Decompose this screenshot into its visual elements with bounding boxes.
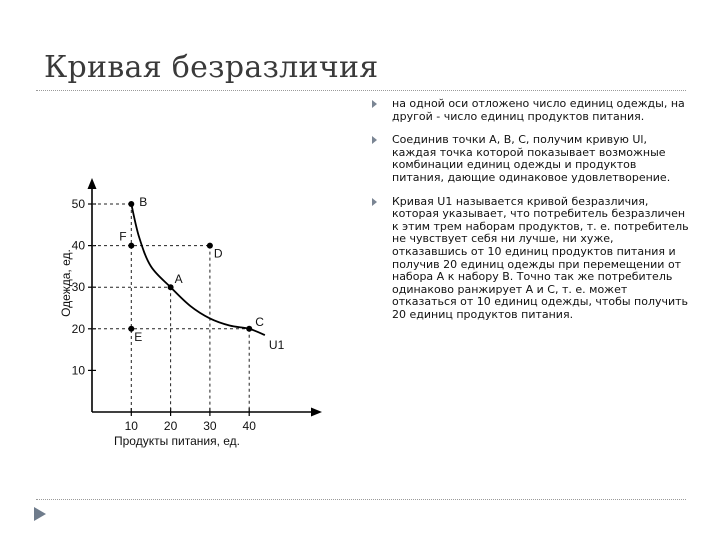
y-tick-label: 10 <box>71 363 85 378</box>
x-axis-title: Продукты питания, ед. <box>113 434 241 448</box>
y-tick-label: 40 <box>71 238 85 253</box>
data-point-c <box>246 326 252 332</box>
indifference-curve-chart <box>0 0 360 470</box>
point-label-d: D <box>213 246 223 261</box>
bullet-arrow-icon <box>372 136 377 144</box>
bullet-arrow-icon <box>372 100 377 108</box>
y-axis-title: Одежда, ед. <box>59 249 73 317</box>
data-point-a <box>168 284 174 290</box>
bullet-item <box>372 196 690 322</box>
bullet-list <box>372 98 690 333</box>
point-label-f: F <box>119 229 127 244</box>
bullet-item <box>372 98 690 123</box>
next-slide-arrow-icon[interactable] <box>34 507 46 521</box>
x-tick-label: 10 <box>124 419 138 433</box>
footer-divider <box>36 499 686 500</box>
point-label-b: B <box>139 195 148 209</box>
point-label-e: E <box>134 329 143 344</box>
bullet-text: Кривая U1 называется кривой безразличия, которая указывает, что потребитель безразличен к этим трем наборам продуктов, т. е. потребитель не чувствует себя ни лучше, ни хуже, отказавшись от 10 единиц продуктов питания и получив 20 единиц одежды при перемещении от набора А к набору В. Точно так же потребитель одинаково ранжирует А и С, т. е. может отказаться от 10 единиц одежды, чтобы получить 20 единиц продуктов питания. <box>392 194 689 321</box>
x-tick-label: 30 <box>203 419 217 433</box>
bullet-text: Соединив точки А, В, С, получим кривую Ul, каждая точка которой показывает возможные комбинации единиц одежды и продуктов питания, дающие одинаковое удовлетворение. <box>392 133 671 184</box>
y-tick-label: 30 <box>71 280 85 295</box>
point-label-a: A <box>174 272 183 287</box>
bullet-arrow-icon <box>372 198 377 206</box>
y-axis-arrow-icon <box>88 178 97 189</box>
indifference-curve-u1 <box>131 204 265 335</box>
data-point-d <box>207 243 213 249</box>
x-tick-label: 40 <box>242 419 256 433</box>
bullet-text: на одной оси отложено число единиц одежды, на другой - число единиц продуктов питания. <box>392 97 685 123</box>
data-point-b <box>128 201 134 207</box>
x-axis-arrow-icon <box>311 408 322 417</box>
slide-title: Кривая безразличия <box>44 50 379 85</box>
y-tick-label: 20 <box>71 321 85 336</box>
curve-label-u1: U1 <box>268 338 285 353</box>
data-point-f <box>128 243 134 249</box>
x-tick-label: 20 <box>163 419 178 433</box>
point-label-c: C <box>255 314 264 329</box>
y-tick-label: 50 <box>71 197 85 211</box>
bullet-item <box>372 134 690 184</box>
